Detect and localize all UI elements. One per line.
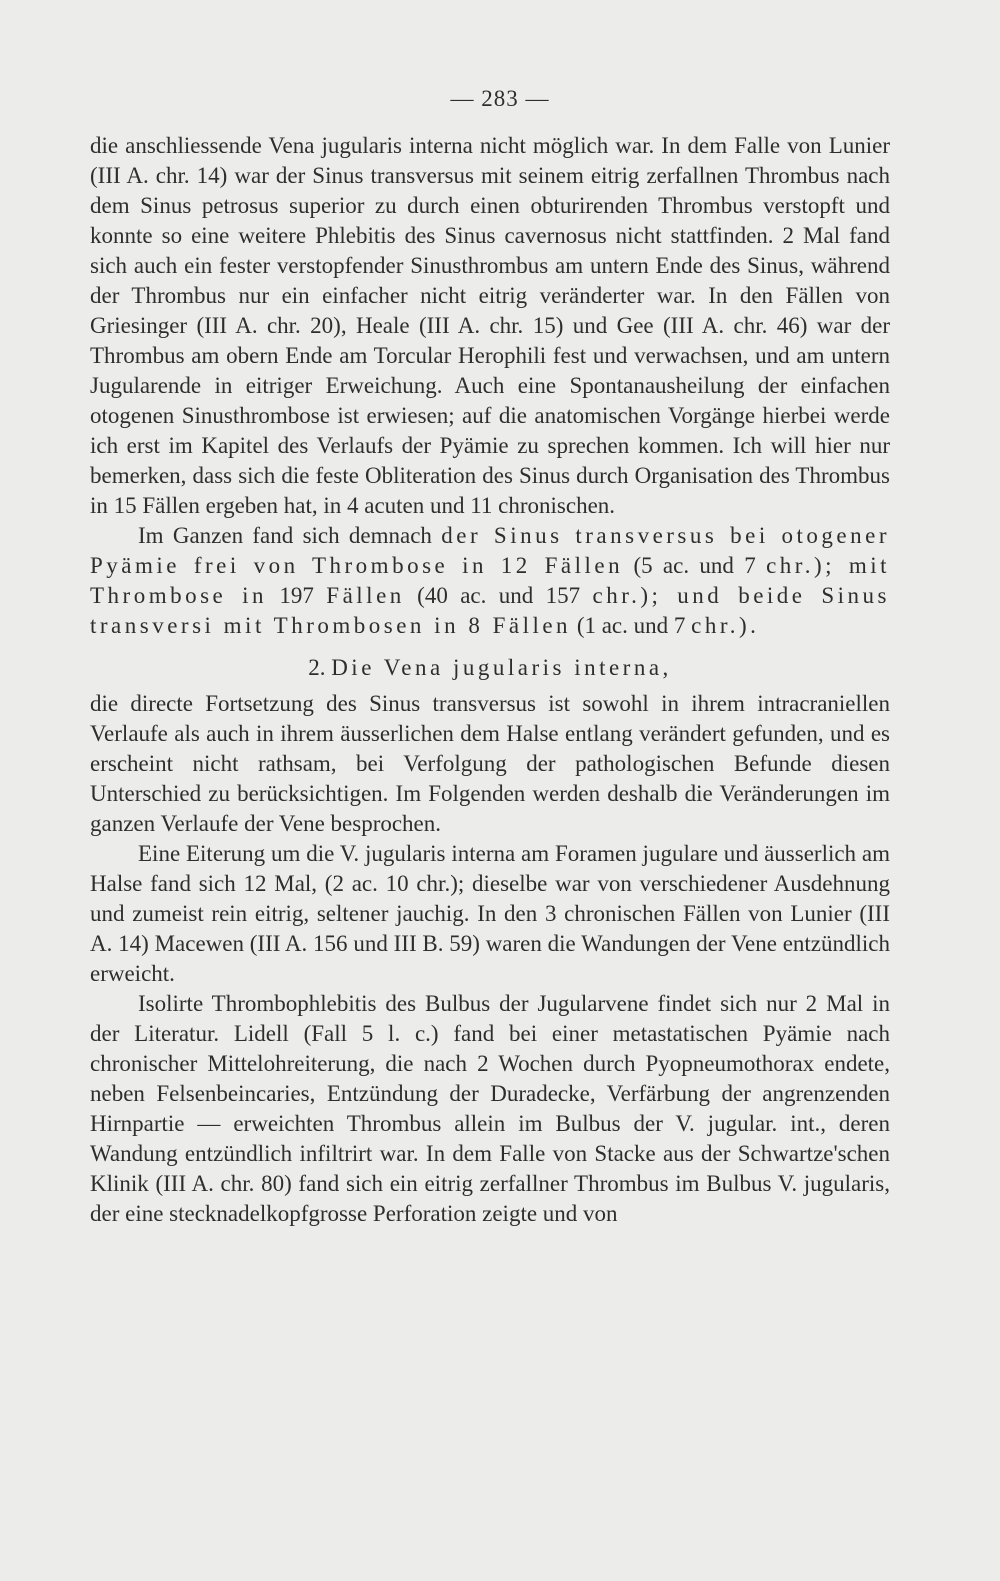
paragraph-eiterung: Eine Eiterung um die V. jugularis interna am Foramen jugulare und äusserlich am Halse fand sich 12 Mal, (2 ac. 10 chr.); dieselbe war von verschiedener Ausdehnung und zumeist rein eitrig, seltener jauchig. In den 3 chronischen Fällen von Lunier (III A. 14) Macewen (III A. 156 und III B. 59) waren die Wandungen der Vene entzündlich erweicht. [90, 841, 890, 986]
summary-text: (40 ac. und 157 [404, 583, 593, 608]
paragraph-thrombophlebitis: Isolirte Thrombophlebitis des Bulbus der Jugularvene findet sich nur 2 Mal in der Literatur. Lidell (Fall 5 l. c.) fand bei einer metastatischen Pyämie nach chronischer Mittelohreiterung, die nach 2 Wochen durch Pyopneumothorax endete, neben Felsenbeincaries, Entzündung der Duradecke, Verfärbung der angrenzenden Hirnpartie — erweichten Thrombus allein im Bulbus der V. jugular. int., deren Wandung entzündlich infiltrirt war. In dem Falle von Stacke aus der Schwartze'schen Klinik (III A. chr. 80) fand sich ein eitrig zerfallner Thrombus im Bulbus V. jugularis, der eine stecknadelkopfgrosse Perforation zeigte und von [90, 991, 890, 1226]
paragraph-vena-jugularis: die directe Fortsetzung des Sinus transversus ist sowohl in ihrem intracraniellen Verlaufe als auch in ihrem äusserlichen dem Halse entlang verändert gefunden, und es erscheint nicht rathsam, bei Verfolgung der pathologischen Befunde diesen Unterschied zu berücksichtigen. Im Folgenden werden deshalb die Veränderungen im ganzen Verlaufe der Vene besprochen. [90, 691, 890, 836]
summary-spaced-text: Fällen [326, 583, 405, 608]
paragraph-summary-counts [90, 521, 890, 641]
summary-text: 197 [267, 583, 327, 608]
section-heading [90, 653, 890, 683]
body-text [90, 131, 890, 1229]
section-title: Die Vena jugularis interna, [331, 655, 672, 680]
summary-spaced-text: chr.); mit Thrombose in [90, 553, 890, 608]
section-number: 2. [308, 655, 326, 680]
summary-text: Im Ganzen fand sich demnach [138, 523, 442, 548]
summary-text: (5 ac. und 7 [623, 553, 767, 578]
summary-spaced-text: chr.). [691, 613, 760, 638]
summary-text: (1 ac. und 7 [571, 613, 692, 638]
summary-spaced-text: der Sinus transversus bei otogener Pyämie frei von Thrombose in 12 Fällen [90, 523, 891, 578]
paragraph-sinus-thrombus: die anschliessende Vena jugularis interna nicht möglich war. In dem Falle von Lunier (III A. chr. 14) war der Sinus transversus mit seinem eitrig zerfallnen Thrombus nach dem Sinus petrosus superior zu durch einen obturirenden Thrombus verstopft und konnte so eine weitere Phlebitis des Sinus cavernosus nicht stattfinden. 2 Mal fand sich auch ein fester verstopfender Sinusthrombus am untern Ende des Sinus, während der Thrombus nur ein einfacher nicht eitrig veränderter war. In den Fällen von Griesinger (III A. chr. 20), Heale (III A. chr. 15) und Gee (III A. chr. 46) war der Thrombus am obern Ende am Torcular Herophili fest und verwachsen, und am untern Jugularende in eitriger Erweichung. Auch eine Spontanausheilung der einfachen otogenen Sinusthrombose ist erwiesen; auf die anatomischen Vorgänge hierbei werde ich erst im Kapitel des Verlaufs der Pyämie zu sprechen kommen. Ich will hier nur bemerken, dass sich die feste Obliteration des Sinus durch Organisation des Thrombus in 15 Fällen ergeben hat, in 4 acuten und 11 chronischen. [90, 133, 890, 518]
summary-spaced-text: chr.); und beide Sinus transversi mit Thrombosen in 8 Fällen [90, 583, 891, 638]
page-number: — 283 — [450, 86, 550, 111]
